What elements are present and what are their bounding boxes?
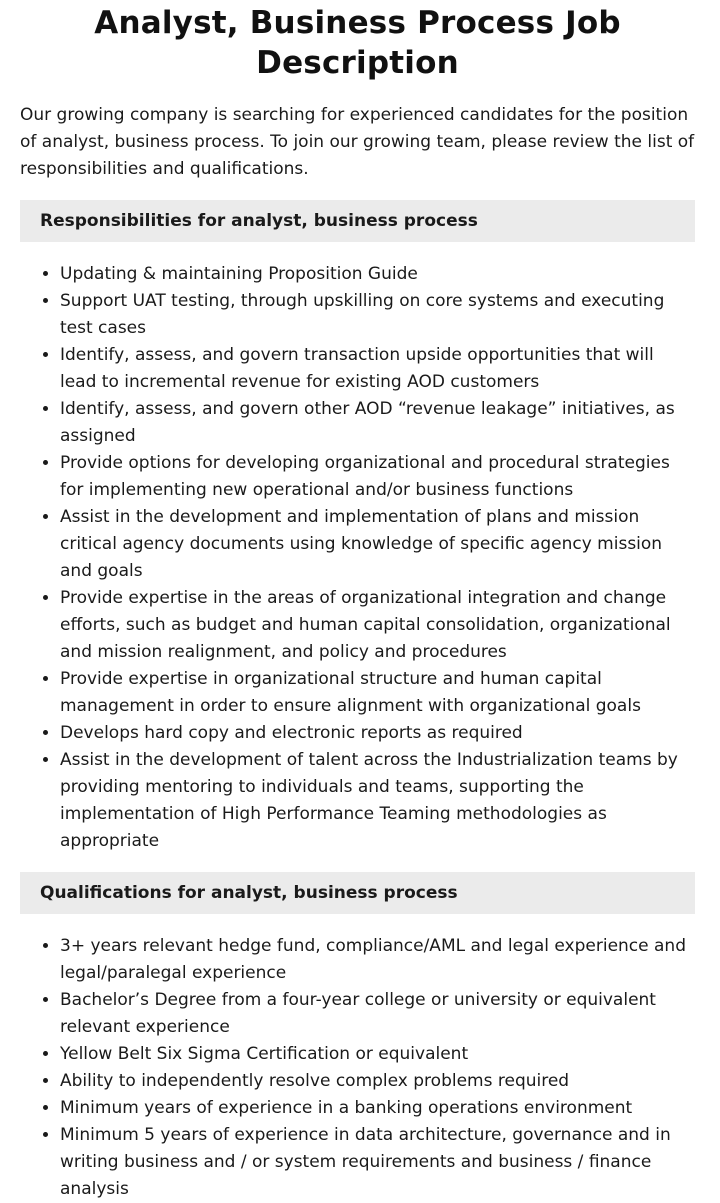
list-item: • Provide expertise in the areas of organizational integration and change efforts, such as budget and human capital consolidation, organizational and mission realignment, and policy and procedures bbox=[60, 585, 695, 666]
page-title: Analyst, Business Process Job Description bbox=[94, 5, 621, 81]
list-item: • Assist in the development and implementation of plans and mission critical agency documents using knowledge of specific agency mission and goals bbox=[60, 504, 695, 585]
list-item: • Minimum years of experience in a banking operations environment bbox=[60, 1095, 695, 1122]
list-item: • Identify, assess, and govern transaction upside opportunities that will lead to incremental revenue for existing AOD customers bbox=[60, 342, 695, 396]
list-item: • Provide expertise in organizational structure and human capital management in order to ensure alignment with organizational goals bbox=[60, 666, 695, 720]
list-item: • Develops hard copy and electronic reports as required bbox=[60, 720, 695, 747]
list-item: • 3+ years relevant hedge fund, compliance/AML and legal experience and legal/paralegal experience bbox=[60, 933, 695, 987]
responsibilities-heading: Responsibilities for analyst, business process bbox=[20, 200, 695, 242]
intro-paragraph: Our growing company is searching for experienced candidates for the position of analyst, business process. To join our growing team, please review the list of responsibilities and qualifications. bbox=[20, 105, 695, 179]
list-item: • Identify, assess, and govern other AOD “revenue leakage” initiatives, as assigned bbox=[60, 396, 695, 450]
list-item: • Updating & maintaining Proposition Guide bbox=[60, 261, 695, 288]
qualifications-list bbox=[20, 933, 695, 1203]
list-item: • Minimum 5 years of experience in data architecture, governance and in writing business and / or system requirements and business / finance analysis bbox=[60, 1122, 695, 1203]
list-item: • Assist in the development of talent across the Industrialization teams by providing mentoring to individuals and teams, supporting the implementation of High Performance Teaming methodologies as appropriate bbox=[60, 747, 695, 855]
list-item: • Support UAT testing, through upskilling on core systems and executing test cases bbox=[60, 288, 695, 342]
list-item: • Ability to independently resolve complex problems required bbox=[60, 1068, 695, 1095]
responsibilities-list bbox=[20, 261, 695, 855]
list-item: • Bachelor’s Degree from a four-year college or university or equivalent relevant experience bbox=[60, 987, 695, 1041]
list-item: • Provide options for developing organizational and procedural strategies for implementing new operational and/or business functions bbox=[60, 450, 695, 504]
qualifications-heading: Qualifications for analyst, business process bbox=[20, 872, 695, 914]
list-item: • Yellow Belt Six Sigma Certification or equivalent bbox=[60, 1041, 695, 1068]
